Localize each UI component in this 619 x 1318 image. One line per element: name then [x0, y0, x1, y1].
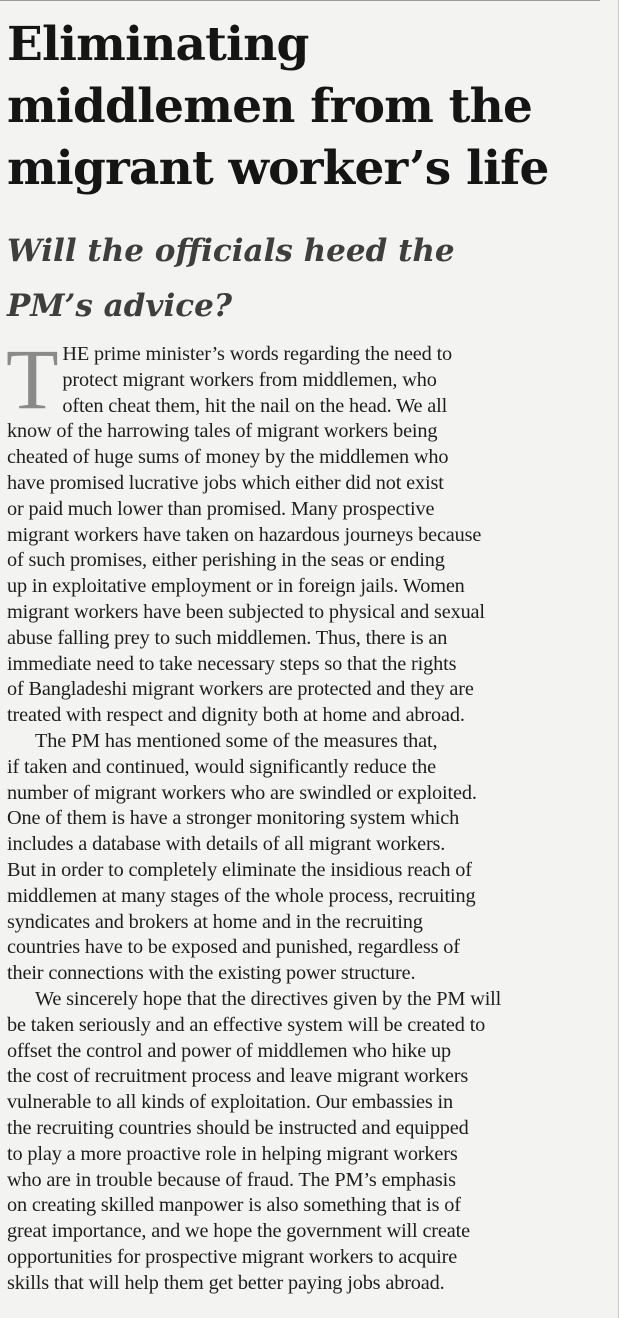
body-line: if taken and continued, would significantly reduce the [7, 755, 436, 778]
body-line: middlemen at many stages of the whole process, recruiting [7, 884, 476, 907]
body-line: have promised lucrative jobs which either did not exist [7, 471, 444, 494]
body-line: treated with respect and dignity both at home and abroad. [7, 704, 465, 727]
headline [7, 14, 615, 200]
subheadline-line: PM’s advice? [7, 288, 232, 324]
body-line: syndicates and brokers at home and in the recruiting [7, 910, 423, 933]
body-line: of such promises, either perishing in the seas or ending [7, 549, 445, 572]
body-line: up in exploitative employment or in foreign jails. Women [7, 575, 465, 598]
body-line: number of migrant workers who are swindled or exploited. [7, 781, 477, 804]
body-line: often cheat them, hit the nail on the head. We all [62, 394, 448, 417]
body-line: skills that will help them get better paying jobs abroad. [7, 1271, 445, 1294]
paragraph-1 [6, 331, 597, 729]
body-line: or paid much lower than promised. Many prospective [7, 497, 435, 520]
body-line: great importance, and we hope the government will create [7, 1220, 470, 1243]
drop-cap: T [6, 331, 59, 427]
body-line: know of the harrowing tales of migrant workers being [7, 420, 438, 443]
body-line: offset the control and power of middlemen who hike up [7, 1039, 451, 1062]
body-line: to play a more proactive role in helping migrant workers [7, 1142, 458, 1165]
headline-line: migrant worker’s life [7, 141, 549, 196]
body-line: their connections with the existing power structure. [7, 962, 416, 985]
body-line: One of them is have a stronger monitoring system which [7, 807, 460, 830]
body-line: But in order to completely eliminate the insidious reach of [7, 858, 472, 881]
body-line: HE prime minister’s words regarding the need to [62, 343, 453, 365]
subheadline [7, 224, 567, 334]
body-line: the cost of recruitment process and leave migrant workers [7, 1065, 469, 1088]
body-line: immediate need to take necessary steps so that the rights [7, 652, 457, 675]
paragraph-3 [7, 987, 597, 1297]
top-rule [0, 0, 600, 1]
body-line: The PM has mentioned some of the measures that, [35, 729, 438, 752]
paragraph-2 [7, 729, 597, 987]
body-line: who are in trouble because of fraud. The PM’s emphasis [7, 1168, 456, 1191]
body-line: abuse falling prey to such middlemen. Thus, there is an [7, 626, 448, 649]
body-line: includes a database with details of all migrant workers. [7, 833, 446, 856]
body-line: of Bangladeshi migrant workers are protected and they are [7, 678, 474, 701]
body-line: the recruiting countries should be instructed and equipped [7, 1116, 469, 1139]
article-body [6, 331, 597, 1296]
body-line: be taken seriously and an effective system will be created to [7, 1013, 486, 1036]
subheadline-line: Will the officials heed the [7, 233, 455, 269]
headline-line: middlemen from the [7, 79, 533, 134]
body-line: countries have to be exposed and punished, regardless of [7, 936, 460, 959]
body-line: vulnerable to all kinds of exploitation. Our embassies in [7, 1091, 453, 1114]
body-line: migrant workers have been subjected to physical and sexual [7, 600, 485, 623]
body-line: cheated of huge sums of money by the middlemen who [7, 446, 449, 469]
body-line: We sincerely hope that the directives given by the PM will [35, 987, 502, 1010]
headline-line: Eliminating [7, 17, 309, 72]
body-line: protect migrant workers from middlemen, who [62, 368, 437, 391]
body-line: opportunities for prospective migrant workers to acquire [7, 1245, 458, 1268]
body-line: migrant workers have taken on hazardous journeys because [7, 523, 482, 546]
body-line: on creating skilled manpower is also something that is of [7, 1194, 461, 1217]
